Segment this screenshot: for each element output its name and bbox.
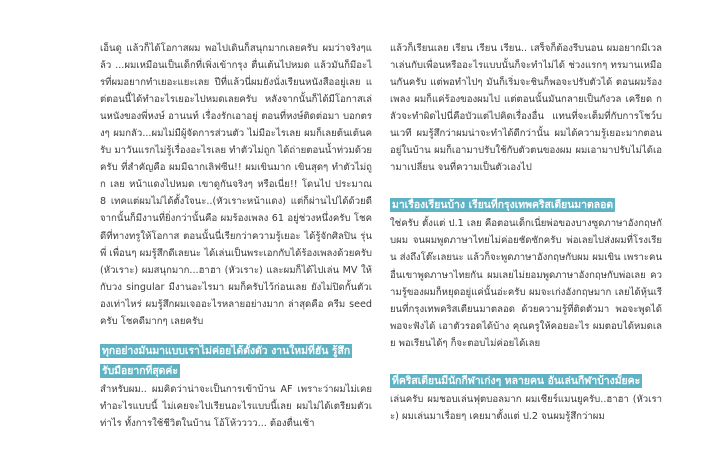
right-column bbox=[390, 40, 662, 425]
section-heading-block bbox=[390, 370, 662, 390]
section-heading: มาเรื่องเรียนบ้าง เรียนที่กรุงเทพคริสเตียนมาตลอด bbox=[392, 199, 614, 212]
intro-paragraph: เอ็นดู แล้วก็ได้โอกาสผม พอไปเดินก็สนุกมากเลยครับ ผมว่าจริงๆแล้ว ...ผมเหมือนเป็นเด็กที่เพิ่งเข้ากรุง ตื่นเต้นไปหมด แล้วมันก็มีอะไรที่ผมอยากทำเยอะแยะเลย ปีที่แล้วนี่ผมยังนั่งเรียนหนังสืออยู่เลย แต่ตอนนี้ได้ทำอะไรเยอะไปหมดเลยครับ หลังจากนั้นก็ได้มีโอกาสเล่นหนังของพี่หงษ์ อานนท์ เรื่องรักเอาอยู่ ตอนที่หงษ์ติดต่อมา บอกตรงๆ ผมกลัว...ผมไม่มีผู้จัดการส่วนตัว ไม่มีอะไรเลย ผมก็เลยต้นเต้นครับ มาวันแรกไม่รู้เรื่องอะไรเลย ทำตัวไม่ถูก ได้ถ่ายตอนน้ำท่วมด้วยครับ ที่สำคัญคือ ผมมีฉากเลิฟซีน!! ผมเขินมาก เขินสุดๆ ทำตัวไม่ถูก เลย หน้าแดงไปหมด เขาดูกันจริงๆ หรือเนี่ย!! โดนไป ประมาณ 8 เทคแต่ผมไม่ได้ตั้งใจนะ..(หัวเราะหน้าแดง) แต่ก็ผ่านไปได้ด้วยดี จากนั้นก็มีงานที่ยิ่งกว่านั้นคือ ผมร้องเพลง 61 อยู่ช่วงหนึ่งครับ โชคดีที่ทางทรูให้โอกาส ตอนนั้นนี่เรียกว่าความรู้เยอะ ได้รู้จักศิลปิน รุ่นพี่ เพื่อนๆ ผมรู้สึกดีเลยนะ ได้เล่นเป็นพระเอกกับได้ร้องเพลงด้วยครับ (หัวเราะ) ผมสนุกมาก...ฮาฮา (หัวเราะ) และผมก็ได้ไปเล่น MV ให้กับวง singular มีงานอะไรมา ผมก็ครับไว้ก่อนเลย ยังไม่ปิดกั้นตัวเองเท่าไหร่ ผมรู้สึกผมเจออะไรหลายอย่างมาก ล่าสุดคือ ครีม seed ครับ โชคดีมากๆ เลยครับ bbox=[100, 43, 372, 327]
section-paragraph: เล่นครับ ผมชอบเล่นฟุตบอลมาก ผมเชียร์แมนยูครับ..ฮาฮา (หัวเราะ) ผมเล่นมาเรื่อยๆ เคยมาตั้งแต่ ป.2 จนผมรู้สึกว่าผม bbox=[390, 393, 662, 422]
section-paragraph: ใช่ครับ ตั้งแต่ ป.1 เลย คือตอนเด็กเนี่ยพ่อของบางซูดภาษาอังกฤษกับผม จนผมพูดภาษาไทยไม่ค่อยชัดซักครับ พ่อเลยไปส่งผมที่โรงเรียน ส่งถึงโต๊ะเลยนะ แล้วก็จะพูดภาษาอังกฤษกับผม ผมเขิน เพราะคนอื่นเขาพูดภาษาไทยกัน ผมเลยไม่ยอมพูดภาษาอังกฤษกับพ่อเลย ความรู้ของผมก็หยุดอยู่แค่นั้นอ่ะครับ ผมจะเก่งอังกฤษมาก เลยได้หุ้นเรียนที่กรุงเทพคริสเตียนมาตลอด ด้วยความรู้ที่ติดตัวมา พอจะพูดได้ พอจะฟังได้ เอาตัวรอดได้บ้าง คุณครูให้คอยอะไร ผมตอบได้หมดเลย พอเรียนได้ๆ ก็จะตอบไม่ค่อยได้เลย bbox=[390, 218, 662, 349]
section-heading: ทุกอย่างมันมาแบบเราไม่ค่อยได้ตั้งตัว งานใหม่ที่ฮัน รู้สึกรับมือยากที่สุดค่ะ bbox=[102, 344, 351, 377]
left-column bbox=[100, 40, 372, 432]
section-heading-block bbox=[100, 340, 372, 380]
intro-paragraph: แล้วก็เรียนเลย เรียน เรียน เรียน.. เสร็จก็ต้องรีบนอน ผมอยากมีเวลาเล่นกับเพื่อนหรืออะไรแบบนั้นก็จะทำไม่ได้ ช่วงแรกๆ ทรมานเหมือนกันครับ แต่พอทำไปๆ มันก็เริ่มจะชินก็พอจะปรับตัวได้ ตอนผมร้องเพลง ผมก็แค่ร้องของผมไป แต่ตอนนั้นมันกลายเป็นกังวล เครียด กลัวจะทำผิดไปนี่คือบัวแต่ไปคิดเรื่องอื่น แทนที่จะเต็มที่กับการโชว์บนเวที ผมรู้สึกว่าผมน่าจะทำได้ดีกว่านั้น ผมได้ความรู้เยอะมากตอนอยู่ในบ้าน ผมก็เอามาปรับใช้กับตัวตนของผม ผมเอามาปรับไม่ได้เอามาเปลี่ยน จนที่ความเป็นตัวเองไป bbox=[390, 43, 662, 174]
section-heading: ที่คริสเตียนมีนักกีฬาเก่งๆ หลายคน อันเล่นกีฬาบ้างมั้ยคะ bbox=[392, 374, 641, 387]
section-heading-block bbox=[390, 194, 662, 214]
section-paragraph: สำหรับผม.. ผมคิดว่าน่าจะเป็นการเข้าบ้าน AF เพราะว่าผมไม่เคยทำอะไรแบบนี้ ไม่เคยจะไปเรียนอะไรแบบนี้เลย ผมไม่ได้เตรียมตัวเท่าไร ทั้งการใช้ชีวิตในบ้าน โอ้โห้วววว... ต้องตื่นเช้า bbox=[100, 383, 372, 429]
